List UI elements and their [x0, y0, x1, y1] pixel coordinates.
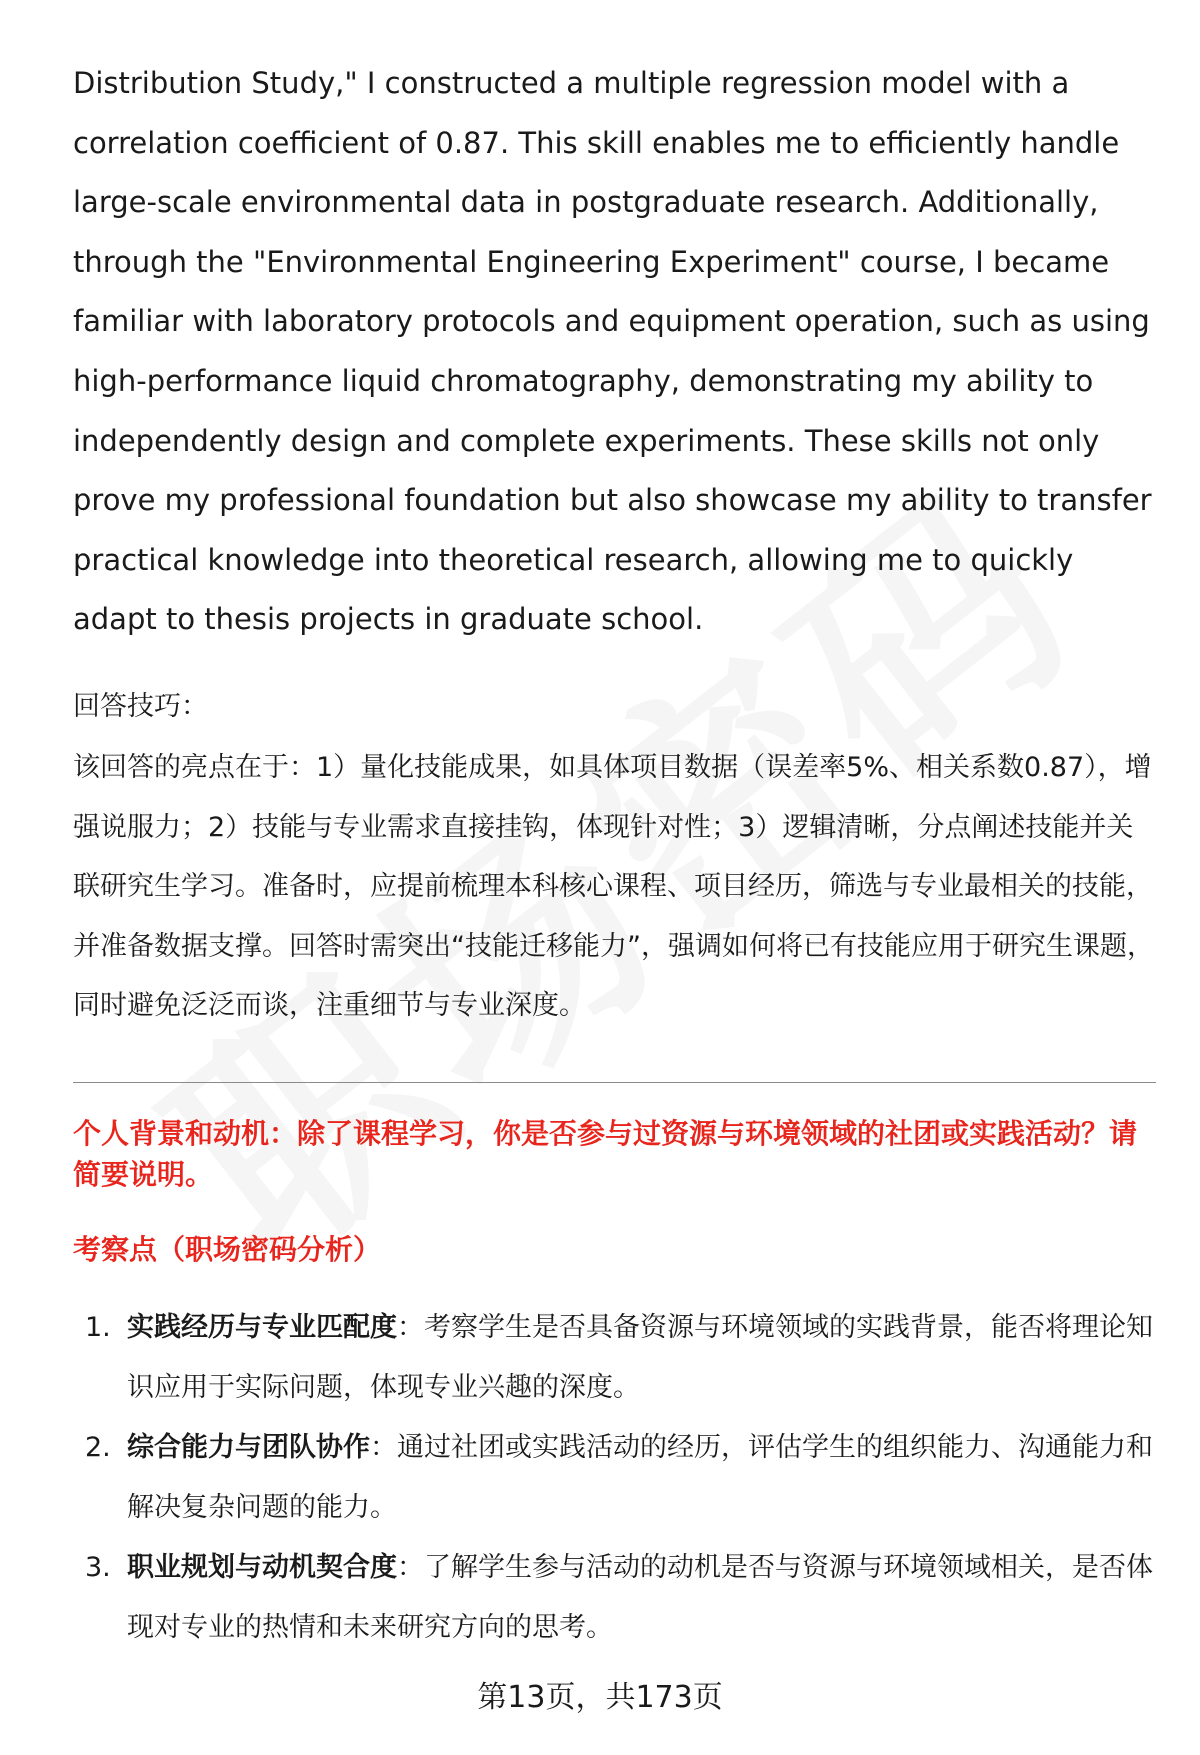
assessment-points-list [73, 1298, 1158, 1658]
list-item-term: 实践经历与专业匹配度 [127, 1312, 397, 1343]
list-item-text: ：考察学生是否具备资源与环境领域的实践背景，能否将理论知识应用于实际问题，体现专业兴趣的深度。 [127, 1312, 1153, 1403]
section-heading: 考察点（职场密码分析） [73, 1233, 382, 1266]
tips-body: 该回答的亮点在于：1）量化技能成果，如具体项目数据（误差率5%、相关系数0.87），增强说服力；2）技能与专业需求直接挂钩，体现针对性；3）逻辑清晰，分点阐述技能并关联研究生学习。准备时，应提前梳理本科核心课程、项目经历，筛选与专业最相关的技能，并准备数据支撑。回答时需突出“技能迁移能力”，强调如何将已有技能应用于研究生课题，同时避免泛泛而谈，注重细节与专业深度。 [73, 752, 1154, 1021]
list-item-number: 3. [85, 1552, 111, 1583]
page-footer: 第13页，共173页 [477, 1680, 723, 1715]
list-item-text: ：了解学生参与活动的动机是否与资源与环境领域相关，是否体现对专业的热情和未来研究方向的思考。 [127, 1552, 1153, 1643]
english-paragraph: Distribution Study," I constructed a multiple regression model with a correlation coefficient of 0.87. This skill enables me to efficiently handle large-scale environmental data in postgraduate research. Additionally, through the "Environmental Engineering Experiment" course, I became familiar with laboratory protocols and equipment operation, such as using high-performance liquid chromatography, demonstrating my ability to independently design and complete experiments. These skills not only prove my professional foundation but also showcase my ability to transfer practical knowledge into theoretical research, allowing me to quickly adapt to thesis projects in graduate school. [73, 66, 1152, 637]
tips-title: 回答技巧： [73, 691, 208, 722]
list-item [73, 1298, 1158, 1417]
section-divider [73, 1082, 1156, 1083]
list-item-number: 2. [85, 1432, 111, 1463]
list-item [73, 1418, 1158, 1537]
list-item-number: 1. [85, 1312, 111, 1343]
list-item-term: 职业规划与动机契合度 [127, 1552, 397, 1583]
list-item-term: 综合能力与团队协作 [127, 1432, 370, 1463]
list-item-text: ：通过社团或实践活动的经历，评估学生的组织能力、沟通能力和解决复杂问题的能力。 [127, 1432, 1153, 1523]
interview-question: 个人背景和动机：除了课程学习，你是否参与过资源与环境领域的社团或实践活动？请简要说明。 [73, 1117, 1138, 1191]
list-item [73, 1538, 1158, 1657]
